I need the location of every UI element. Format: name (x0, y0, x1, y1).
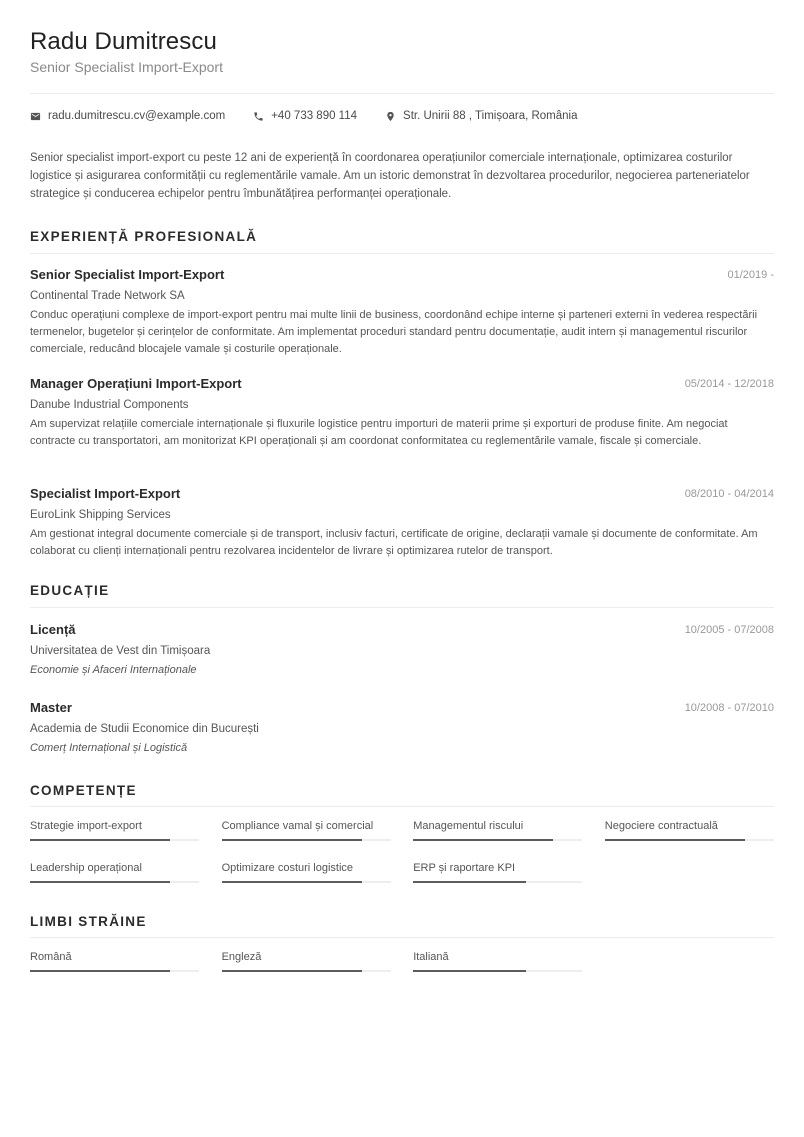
skill-label: Optimizare costuri logistice (221, 862, 354, 874)
experience-item (30, 267, 774, 358)
skills-grid (30, 820, 774, 886)
job-description: Am gestionat integral documente comerciale și de transport, inclusiv facturi, certificate de origine, declarații vamale și documente de conformitate. Am colaborat cu clienți internaționali pentru rezolvarea incidentelor de livrare și optimizarea rutelor de transport. (30, 528, 758, 557)
location-pin-icon (385, 111, 396, 122)
language-item (30, 951, 199, 975)
languages-grid (30, 951, 774, 975)
job-dates: 05/2014 - 12/2018 (684, 378, 774, 390)
skill-level-bar (30, 839, 199, 841)
section-title-education: EDUCAȚIE (30, 583, 110, 598)
job-description: Conduc operațiuni complexe de import-export pentru mai multe linii de business, coordonând echipe interne și parteneri externi în vederea respectării termenelor, bugetelor și cerințelor de conformitate. Am implementat proceduri standard pentru documentație, audit intern și managementul riscurilor comerciale, reducând blocajele vamale și costurile operaționale. (30, 309, 758, 355)
skill-label: Negociere contractuală (604, 820, 718, 832)
skill-level-bar (413, 881, 582, 883)
email-text: radu.dumitrescu.cv@example.com (48, 110, 226, 122)
language-level-bar (413, 970, 582, 972)
language-label: Română (30, 951, 72, 963)
job-dates: 08/2010 - 04/2014 (684, 488, 774, 500)
language-item (413, 951, 582, 975)
skill-item (605, 820, 774, 844)
employer: Continental Trade Network SA (30, 290, 185, 302)
skill-item (30, 820, 199, 844)
section-divider (30, 937, 774, 938)
skill-label: Leadership operațional (30, 862, 142, 874)
degree: Licență (30, 622, 76, 637)
language-label: Engleză (221, 951, 262, 963)
language-item (222, 951, 391, 975)
language-level-bar (222, 970, 391, 972)
contact-bar (30, 110, 606, 122)
skill-level-bar (605, 839, 774, 841)
skill-label: Managementul riscului (413, 820, 524, 832)
employer: EuroLink Shipping Services (30, 509, 171, 521)
skill-item (30, 862, 199, 886)
skill-item (413, 862, 582, 886)
candidate-name: Radu Dumitrescu (30, 28, 217, 55)
section-divider (30, 806, 774, 807)
skill-label: Strategie import-export (30, 820, 142, 832)
candidate-role: Senior Specialist Import-Export (30, 59, 223, 75)
field-of-study: Economie și Afaceri Internaționale (30, 664, 197, 676)
address-text: Str. Unirii 88 , Timișoara, România (403, 110, 578, 122)
skill-level-bar (222, 881, 391, 883)
experience-item (30, 376, 774, 450)
language-level-bar (30, 970, 199, 972)
job-description: Am supervizat relațiile comerciale internaționale și fluxurile logistice pentru importuri de materii prime și exporturi de produse finite. Am negociat contracte cu transportatori, am monitorizat KPI operaționali și am coordonat conformitatea cu reglementările vamale, fiscale și comerciale. (30, 418, 728, 447)
degree: Master (30, 700, 72, 715)
section-title-experience: EXPERIENȚĂ PROFESIONALĂ (30, 229, 258, 244)
phone-icon (253, 111, 264, 122)
phone-text: +40 733 890 114 (271, 110, 358, 122)
job-dates: 01/2019 - (727, 269, 774, 281)
education-dates: 10/2005 - 07/2008 (684, 624, 774, 636)
profile-summary: Senior specialist import-export cu peste 12 ani de experiență în coordonarea operațiunilor comerciale internaționale, optimizarea costurilor logistice și asigurarea conformității cu reglementările vamale. Am un istoric demonstrat în dezvoltarea procedurilor, negocierea parteneriatelor strategice și conducerea echipelor pentru îmbunătățirea performanței operaționale. (30, 152, 750, 200)
header-divider (30, 93, 774, 94)
school: Academia de Studii Economice din București (30, 723, 259, 735)
experience-item (30, 486, 774, 560)
school: Universitatea de Vest din Timișoara (30, 645, 211, 657)
contact-phone[interactable] (253, 110, 357, 122)
field-of-study: Comerț Internațional și Logistică (30, 742, 188, 754)
email-icon (30, 111, 41, 122)
contact-address (385, 110, 577, 122)
skill-level-bar (413, 839, 582, 841)
skill-level-bar (222, 839, 391, 841)
language-label: Italiană (413, 951, 449, 963)
job-title: Manager Operațiuni Import-Export (30, 376, 242, 391)
education-item (30, 622, 774, 676)
education-item (30, 700, 774, 754)
contact-email[interactable] (30, 110, 225, 122)
skill-item (222, 820, 391, 844)
skill-level-bar (30, 881, 199, 883)
education-dates: 10/2008 - 07/2010 (684, 702, 774, 714)
section-divider (30, 607, 774, 608)
section-title-skills: COMPETENȚE (30, 783, 137, 798)
employer: Danube Industrial Components (30, 399, 189, 411)
job-title: Specialist Import-Export (30, 486, 181, 501)
section-divider (30, 253, 774, 254)
job-title: Senior Specialist Import-Export (30, 267, 225, 282)
skill-item (413, 820, 582, 844)
skill-item (222, 862, 391, 886)
section-title-languages: LIMBI STRĂINE (30, 914, 147, 929)
skill-label: ERP și raportare KPI (413, 862, 516, 874)
skill-label: Compliance vamal și comercial (221, 820, 374, 832)
